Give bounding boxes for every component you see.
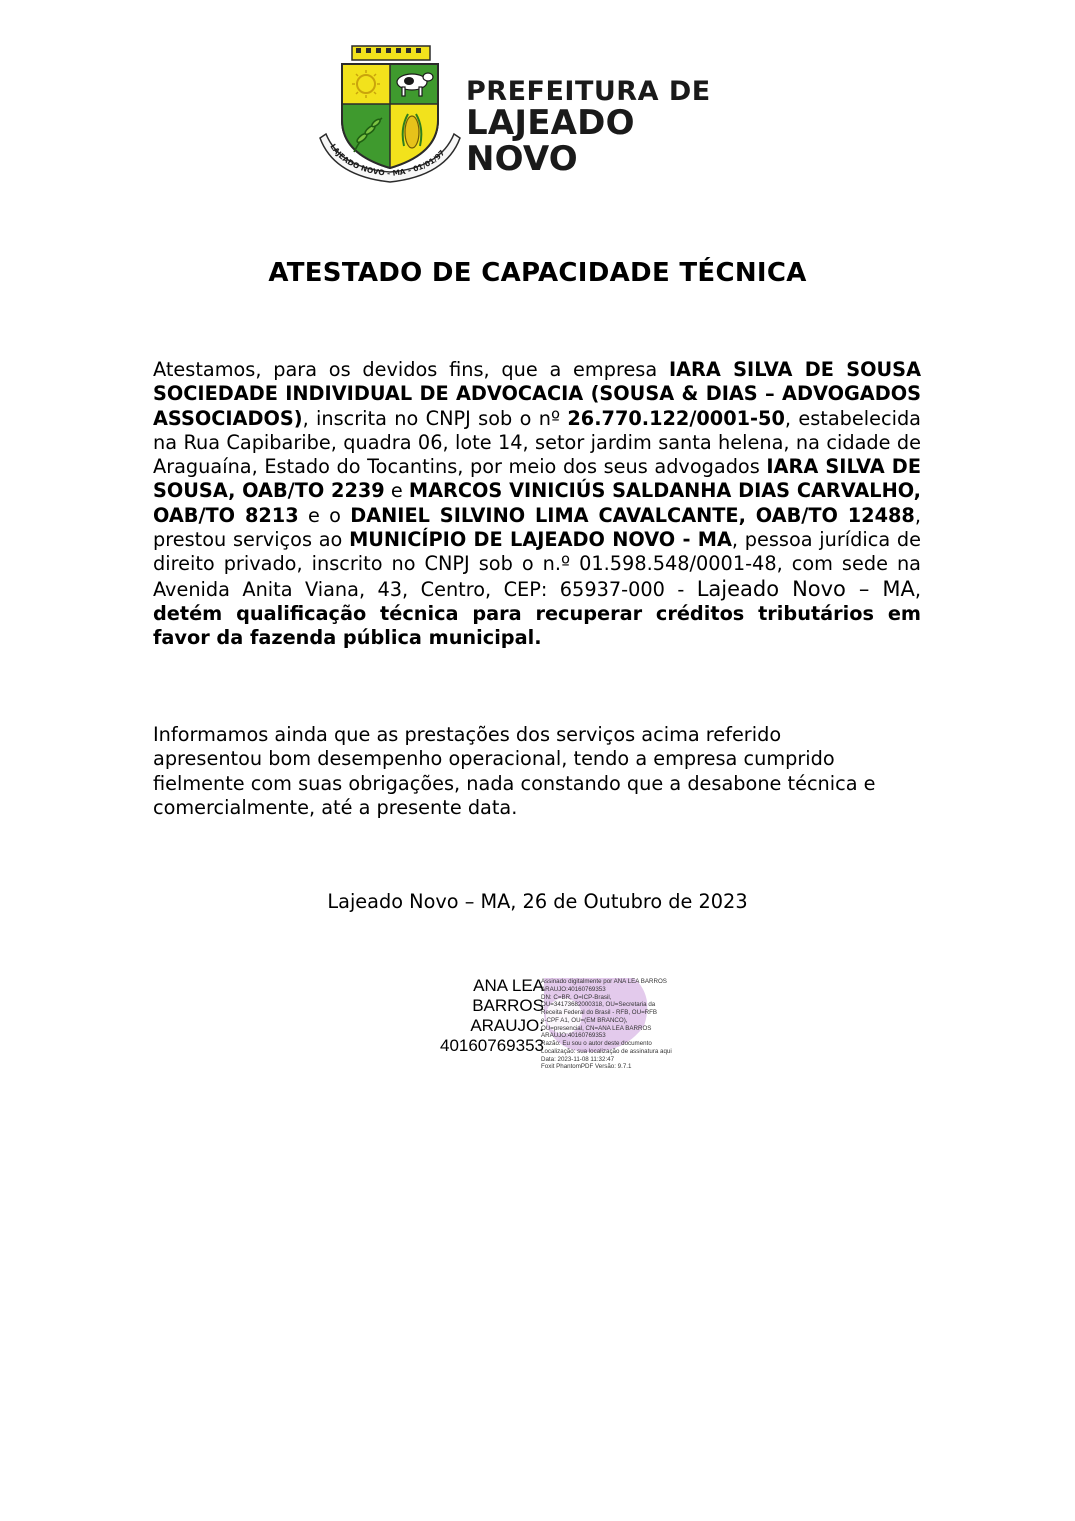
lawyer-2: MARCOS VINICIÚS SALDANHA DIAS CARVALHO, OAB/TO 8213 bbox=[153, 479, 922, 527]
municipal-crest-logo bbox=[314, 42, 464, 187]
city-state: Lajeado Novo – MA bbox=[696, 576, 915, 601]
company-cnpj: 26.770.122/0001-50 bbox=[567, 406, 785, 430]
paragraph-line: apresentou bom desempenho operacional, tendo a empresa cumprido bbox=[153, 747, 835, 771]
org-name bbox=[466, 78, 744, 178]
signer-name-line: ARAUJO: bbox=[470, 1016, 544, 1035]
signer-name-line: 40160769353 bbox=[439, 1036, 544, 1055]
signature-detail-line: Assinado digitalmente por ANA LEA BARROS bbox=[541, 978, 667, 985]
paragraph-line: fielmente com suas obrigações, nada constando que a desabone técnica e bbox=[153, 771, 876, 795]
crest-ribbon-text: LAJEADO NOVO - MA - 01/01/97 bbox=[328, 142, 447, 179]
signature-detail-line: Razão: Eu sou o autor deste documento bbox=[541, 1040, 652, 1047]
signer-name bbox=[420, 976, 544, 1056]
place-and-date: Lajeado Novo – MA, 26 de Outubro de 2023 bbox=[327, 890, 748, 913]
signature-detail-line: e-CPF A1, OU=(EM BRANCO), bbox=[541, 1016, 628, 1024]
municipality-name: MUNICÍPIO DE LAJEADO NOVO - MA bbox=[349, 528, 732, 552]
signature-detail-line: DN: C=BR, O=ICP-Brasil, bbox=[541, 993, 612, 1001]
text-segment: Atestamos, para os devidos fins, que a empresa bbox=[153, 358, 669, 381]
signature-detail-line: OU=34173682000318, OU=Secretaria da bbox=[541, 1001, 656, 1009]
text-segment: , bbox=[914, 577, 921, 601]
lawyer-1: IARA SILVA DE SOUSA, OAB/TO 2239 bbox=[153, 455, 921, 503]
signature-detail-line: Data: 2023-11-08 11:32:47 bbox=[541, 1055, 615, 1063]
signature-detail-line: ARAUJO:40160769353 bbox=[541, 1032, 606, 1040]
signature-detail-line: Localização: sua localização de assinatura aqui bbox=[541, 1047, 672, 1055]
attestation-paragraph bbox=[153, 358, 921, 651]
signature-detail-line: OU=presencial, CN=ANA LEA BARROS bbox=[541, 1024, 652, 1032]
header bbox=[314, 42, 744, 187]
signature-details bbox=[541, 978, 681, 1071]
text-segment: e bbox=[384, 479, 409, 503]
org-name-line1: PREFEITURA DE bbox=[466, 76, 711, 107]
text-segment: , inscrita no CNPJ sob o nº bbox=[302, 406, 568, 430]
company-name: IARA SILVA DE SOUSA SOCIEDADE INDIVIDUAL DE ADVOCACIA (SOUSA & DIAS – ADVOGADOS ASSOCIADOS) bbox=[153, 358, 921, 430]
qualification-statement: detém qualificação técnica para recuperar créditos tributários em favor da fazenda pública municipal. bbox=[153, 601, 921, 650]
signature-detail-line: Receita Federal do Brasil - RFB, OU=RFB bbox=[541, 1009, 658, 1016]
lawyer-3: DANIEL SILVINO LIMA CAVALCANTE, OAB/TO 12488 bbox=[350, 503, 915, 527]
signature-detail-line: Foxit PhantomPDF Versão: 9.7.1 bbox=[541, 1063, 632, 1071]
text-segment: , pessoa jurídica de direito privado, inscrito no CNPJ sob o n.º 01.598.548/0001-48, com sede na Avenida Anita Viana, 43, Centro, CEP: 65937-000 - bbox=[153, 528, 921, 601]
performance-paragraph bbox=[153, 723, 921, 820]
document-title: ATESTADO DE CAPACIDADE TÉCNICA bbox=[268, 258, 807, 288]
digital-signature bbox=[420, 976, 680, 1071]
signature-detail-line: ARAUJO:40160769353 bbox=[541, 985, 606, 993]
signer-name-line: ANA LEA bbox=[473, 976, 544, 995]
text-segment: e o bbox=[298, 503, 351, 527]
text-segment: , prestou serviços ao bbox=[153, 503, 921, 552]
text-segment: , estabelecida na Rua Capibaribe, quadra 06, lote 14, setor jardim santa helena, na cidade de Araguaína, Estado do Tocantins, por meio dos seus advogados bbox=[153, 406, 921, 479]
org-name-line2: LAJEADO NOVO bbox=[466, 103, 635, 180]
paragraph-line: Informamos ainda que as prestações dos serviços acima referido bbox=[153, 723, 782, 746]
signer-name-line: BARROS bbox=[472, 996, 544, 1015]
paragraph-line: comercialmente, até a presente data. bbox=[153, 795, 518, 819]
